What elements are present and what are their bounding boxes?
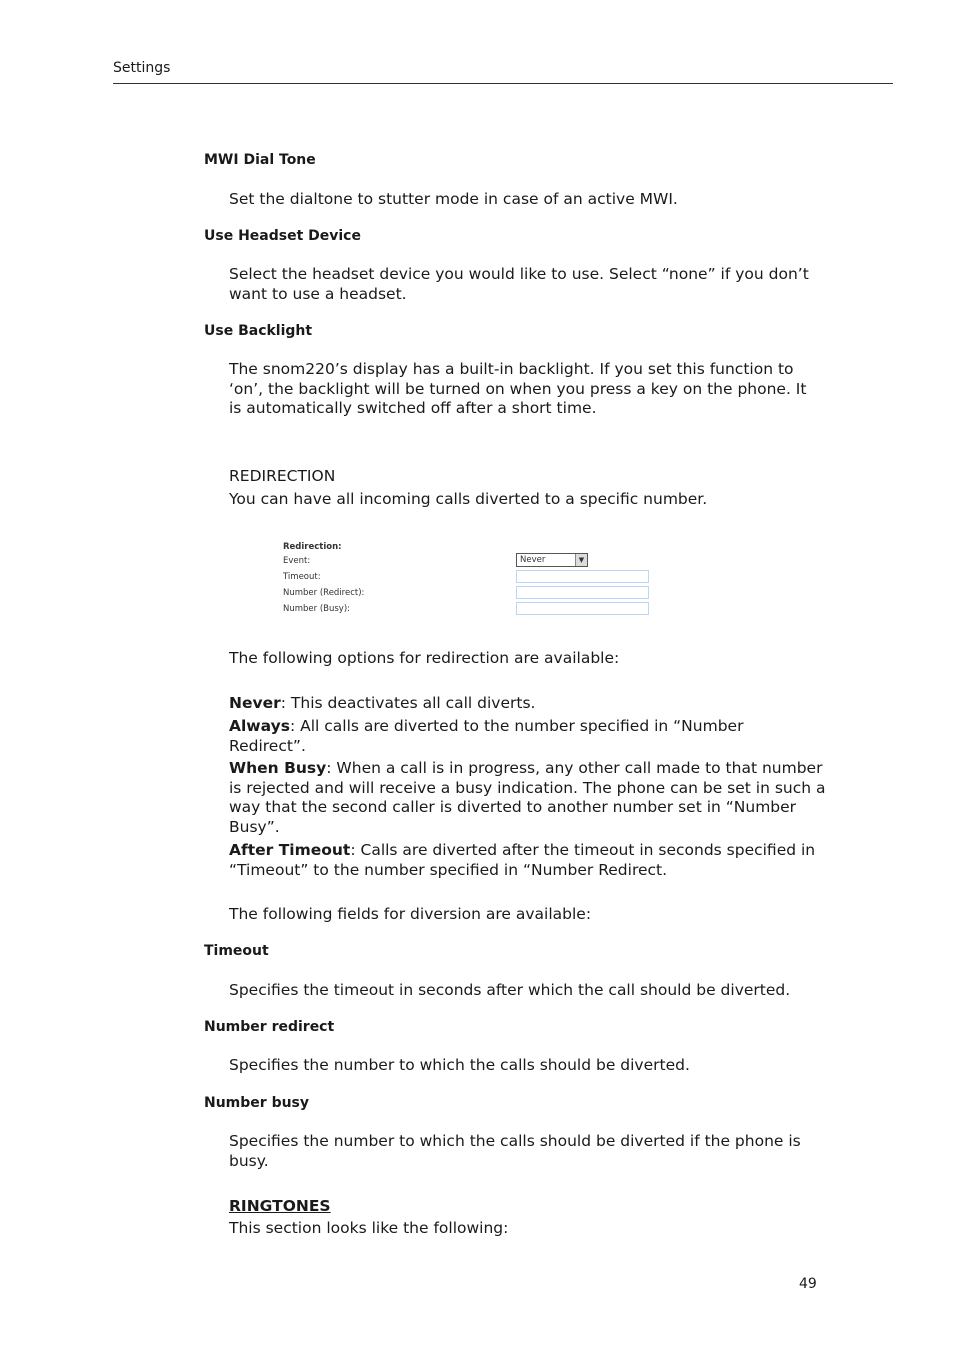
- form-title: Redirection:: [283, 542, 342, 552]
- event-select-value: Never: [520, 555, 546, 565]
- heading-use-headset: Use Headset Device: [204, 228, 361, 244]
- number-redirect-label: Number (Redirect):: [283, 588, 365, 598]
- option-desc: : When a call is in progress, any other call made to that number is rejected and will receive a busy indication. The phone can be set in such a way that the second caller is diverted to another number set in “Number Busy”.: [229, 759, 826, 836]
- option-never: [229, 694, 829, 714]
- option-when-busy: [229, 759, 829, 837]
- redirection-intro: You can have all incoming calls diverted to a specific number.: [229, 490, 708, 508]
- number-redirect-input[interactable]: [516, 586, 649, 599]
- redirection-title: REDIRECTION: [229, 467, 336, 485]
- text-number-busy: Specifies the number to which the calls should be diverted if the phone is busy.: [229, 1132, 801, 1170]
- fields-intro: The following fields for diversion are available:: [229, 905, 592, 923]
- text-timeout: Specifies the timeout in seconds after which the call should be diverted.: [229, 981, 791, 999]
- ringtones-text: This section looks like the following:: [229, 1219, 509, 1237]
- options-intro: The following options for redirection are available:: [229, 649, 620, 667]
- heading-use-backlight: Use Backlight: [204, 323, 313, 339]
- chevron-down-icon[interactable]: ▼: [575, 554, 587, 566]
- heading-timeout: Timeout: [204, 943, 269, 959]
- option-term: After Timeout: [229, 841, 351, 859]
- option-term: When Busy: [229, 759, 327, 777]
- page-number: 49: [799, 1276, 817, 1292]
- heading-number-busy: Number busy: [204, 1095, 310, 1111]
- option-desc: : All calls are diverted to the number specified in “Number Redirect”.: [229, 717, 744, 755]
- option-term: Never: [229, 694, 281, 712]
- heading-mwi-dial-tone: MWI Dial Tone: [204, 152, 316, 168]
- event-select[interactable]: [516, 553, 588, 567]
- timeout-label: Timeout:: [283, 572, 321, 582]
- text-mwi-dial-tone: Set the dialtone to stutter mode in case of an active MWI.: [229, 190, 678, 208]
- text-number-redirect: Specifies the number to which the calls should be diverted.: [229, 1056, 690, 1074]
- text-use-headset: Select the headset device you would like to use. Select “none” if you don’t want to use a headset.: [229, 265, 809, 303]
- timeout-input[interactable]: [516, 570, 649, 583]
- option-desc: : This deactivates all call diverts.: [280, 694, 536, 712]
- option-after-timeout: [229, 841, 829, 880]
- running-header: Settings: [113, 60, 171, 76]
- text-use-backlight: The snom220’s display has a built-in backlight. If you set this function to ‘on’, the backlight will be turned on when you press a key on the phone. It is automatically switched off after a short time.: [229, 360, 807, 417]
- event-label: Event:: [283, 556, 311, 566]
- redirection-form-screenshot: [279, 538, 655, 624]
- ringtones-title: RINGTONES: [229, 1197, 331, 1215]
- number-busy-input[interactable]: [516, 602, 649, 615]
- option-term: Always: [229, 717, 290, 735]
- heading-number-redirect: Number redirect: [204, 1019, 335, 1035]
- option-desc: : Calls are diverted after the timeout in seconds specified in “Timeout” to the number specified in “Number Redirect.: [229, 841, 816, 879]
- header-divider: [113, 83, 893, 84]
- number-busy-label: Number (Busy):: [283, 604, 351, 614]
- option-always: [229, 717, 789, 756]
